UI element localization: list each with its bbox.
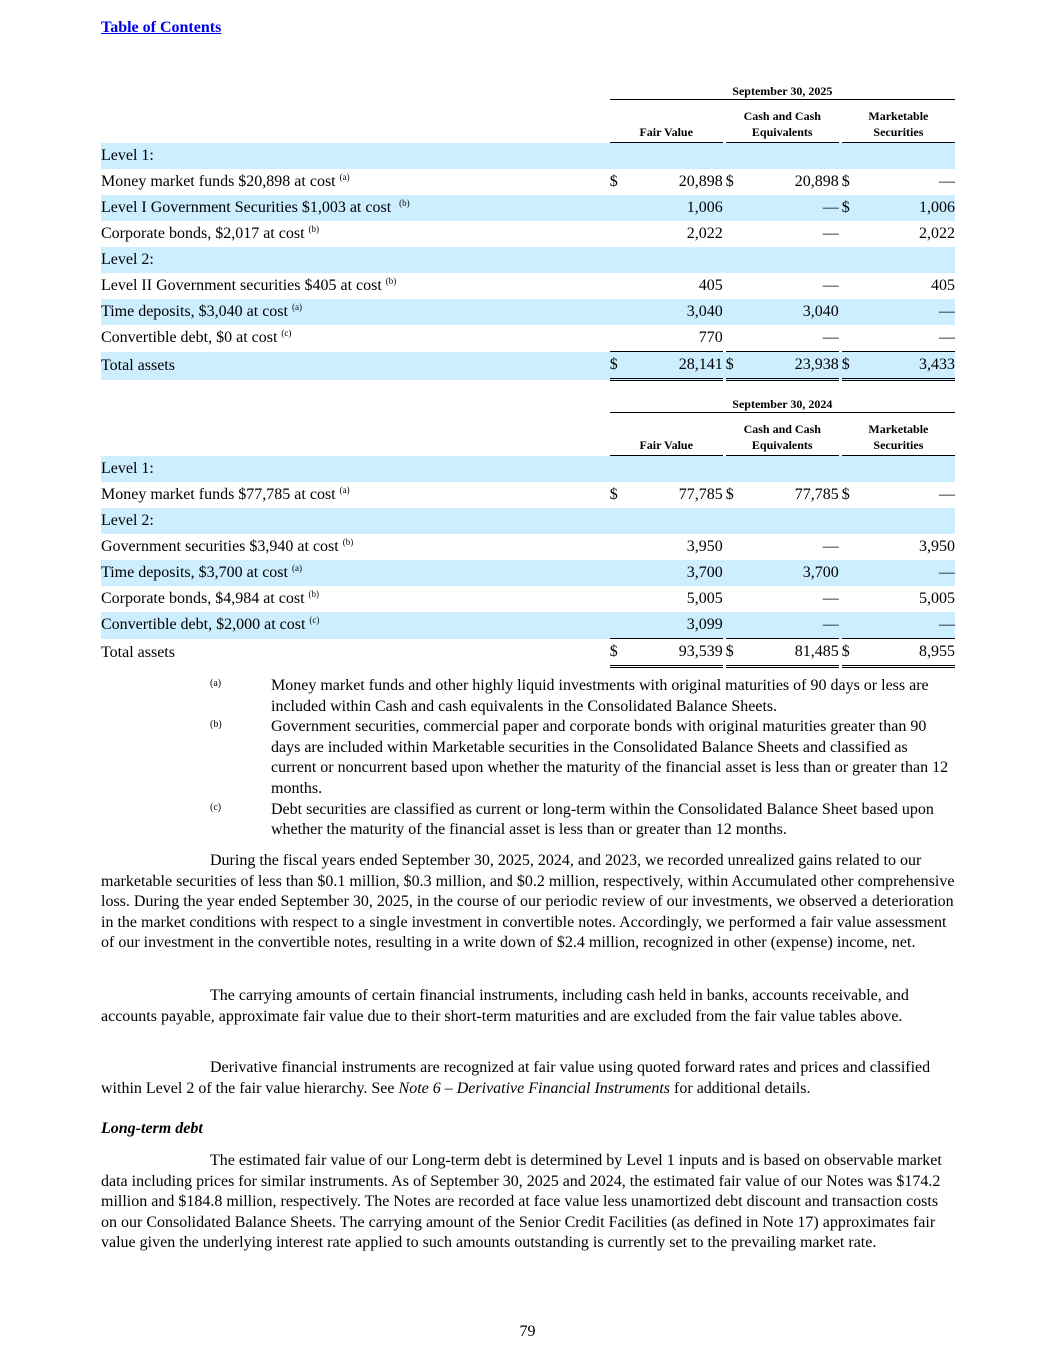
table-row: Level 1: (101, 456, 955, 483)
table-row: Corporate bonds, $2,017 at cost $^{(b)}$ 2,022 — 2,022 (101, 224, 955, 242)
footnote: (b) Government securities, commercial paper and corporate bonds with original maturities greater than 90 days are included within Marketable securities in the Consolidated Balance Sheets and classified as current or noncurrent based upon whether the maturity of the financial asset is less than or greater than 12 months. (210, 718, 949, 797)
fair-value-table-2025 (101, 81, 955, 381)
period-header: September 30, 2024 (610, 394, 955, 413)
table-row: Level 1: (101, 143, 955, 170)
table-row: Time deposits, $3,700 at cost $^{(a)}$ 3,700 3,700 — (101, 560, 955, 586)
table-row: Corporate bonds, $4,984 at cost $^{(b)}$ 5,005 — 5,005 (101, 589, 955, 607)
paragraph-carrying-amounts: The carrying amounts of certain financial instruments, including cash held in banks, accounts receivable, and accounts payable, approximate fair value due to their short-term maturities and are excluded from the fair value tables above. (101, 987, 909, 1025)
footnote: (c) Debt securities are classified as current or long-term within the Consolidated Balance Sheet based upon whether the maturity of the financial asset is less than or greater than 12 months. (210, 800, 934, 839)
table-row: Level I Government Securities $1,003 at cost $^{(b)}$ 1,006 — $ 1,006 (101, 195, 955, 221)
table-row: Level 2: (101, 508, 955, 534)
table-row: Time deposits, $3,040 at cost $^{(a)}$ 3,040 3,040 — (101, 299, 955, 325)
table-row: Level 2: (101, 247, 955, 273)
paragraph-long-term-debt: The estimated fair value of our Long-term debt is determined by Level 1 inputs and is based on observable market data including prices for similar instruments. As of September 30, 2025 and 2024, the estimated fair value of our Notes was $174.2 million and $184.8 million, respectively. The Notes are recorded at face value less unamortized debt discount and transaction costs on our Consolidated Balance Sheets. The carrying amount of the Senior Credit Facilities (as defined in Note 17) approximates fair value given the underlying interest rate applied to such amounts outstanding is currently set to the prevailing market rate. (101, 1152, 942, 1252)
period-header: September 30, 2025 (610, 81, 955, 100)
footnotes (101, 676, 955, 841)
column-header-fair-value: Fair Value (610, 100, 723, 143)
table-row: Convertible debt, $2,000 at cost $^{(c)}$ 3,099 — — (101, 612, 955, 639)
fair-value-table-2024 (101, 394, 955, 668)
column-header-fair-value: Fair Value (610, 413, 723, 456)
section-heading-long-term-debt: Long-term debt (101, 1120, 203, 1137)
table-row: Money market funds $20,898 at cost $^{(a)}$ $ 20,898 $ 20,898 $ — (101, 172, 955, 190)
column-header-cash: Cash and Cash Equivalents (726, 413, 839, 456)
total-row: Total assets $ 93,539 $ 81,485 $ 8,955 (101, 639, 955, 667)
column-header-cash: Cash and Cash Equivalents (726, 100, 839, 143)
table-row: Convertible debt, $0 at cost $^{(c)}$ 770 — — (101, 328, 955, 347)
paragraph-derivatives: Derivative financial instruments are recognized at fair value using quoted forward rates and prices and classified within Level 2 of the fair value hierarchy. See Note 6 – Derivative Financial Instruments for additional details. (101, 1059, 931, 1097)
footnote: (a) Money market funds and other highly liquid investments with original maturities of 90 days or less are included within Cash and cash equivalents in the Consolidated Balance Sheets. (210, 677, 929, 715)
column-header-marketable: Marketable Securities (842, 100, 955, 143)
total-row: Total assets $ 28,141 $ 23,938 $ 3,433 (101, 352, 955, 380)
table-row: Level II Government securities $405 at cost $^{(b)}$ 405 — 405 (101, 276, 955, 294)
page-number: 79 (519, 1323, 536, 1340)
table-row: Money market funds $77,785 at cost $^{(a)}$ $ 77,785 $ 77,785 $ — (101, 485, 955, 503)
table-row: Government securities $3,940 at cost $^{(b)}$ 3,950 — 3,950 (101, 537, 955, 555)
table-of-contents-link[interactable]: Table of Contents (101, 19, 222, 36)
paragraph-unrealized-gains: During the fiscal years ended September 30, 2025, 2024, and 2023, we recorded unrealized gains related to our marketable securities of less than $0.1 million, $0.3 million, and $0.2 million, respectively, within Accumulated other comprehensive loss. During the year ended September 30, 2025, in the course of our periodic review of our investments, we observed a deterioration in the market conditions with respect to a single investment in convertible notes. Accordingly, we performed a fair value assessment of our investment in the convertible notes, resulting in a write down of $2.4 million, recognized in other (expense) income, net. (101, 852, 955, 952)
column-header-marketable: Marketable Securities (842, 413, 955, 456)
